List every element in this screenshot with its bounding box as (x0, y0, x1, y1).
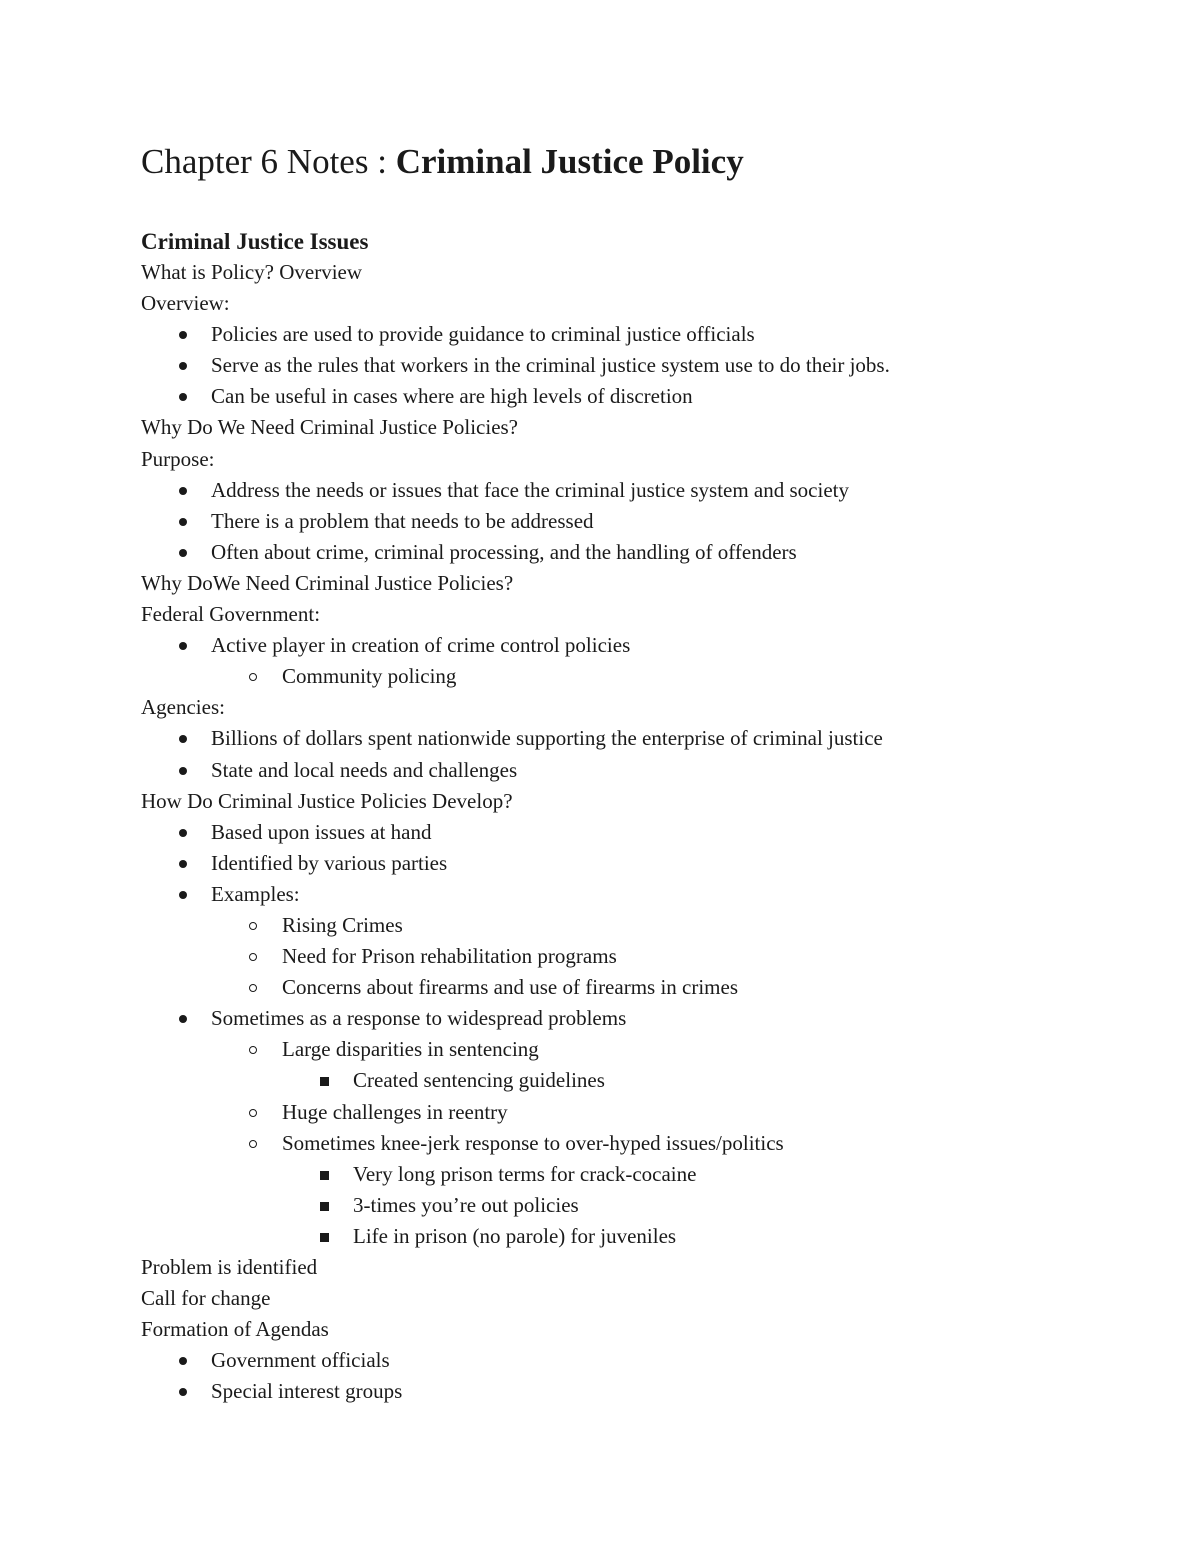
list-item (141, 1221, 1141, 1252)
line-text: Special interest groups (211, 1379, 403, 1404)
list-item (141, 879, 1141, 910)
document-page (141, 140, 1141, 1407)
bullet-square-icon (320, 1077, 329, 1086)
line-text: Huge challenges in reentry (282, 1099, 508, 1124)
line-text: Policies are used to provide guidance to criminal justice officials (211, 322, 755, 347)
list-item (141, 972, 1141, 1003)
line-text: Concerns about firearms and use of firearms in crimes (282, 975, 739, 1000)
bullet-disc-icon (179, 767, 187, 775)
list-item (141, 755, 1141, 786)
bullet-disc-icon (179, 1388, 187, 1396)
bullet-disc-icon (179, 487, 187, 495)
note-line (141, 444, 1141, 475)
note-line (141, 692, 1141, 723)
line-text: Serve as the rules that workers in the criminal justice system use to do their jobs. (211, 353, 890, 378)
bullet-square-icon (320, 1233, 329, 1242)
list-item (141, 661, 1141, 692)
bullet-disc-icon (179, 1357, 187, 1365)
line-text: Billions of dollars spent nationwide supporting the enterprise of criminal justice (211, 726, 883, 751)
line-text: There is a problem that needs to be addressed (211, 508, 594, 533)
line-text: Government officials (211, 1348, 390, 1373)
line-text: Created sentencing guidelines (353, 1068, 605, 1093)
bullet-disc-icon (179, 829, 187, 837)
page-title (141, 140, 1141, 184)
bullet-circle-icon (249, 1140, 257, 1148)
list-item (141, 848, 1141, 879)
line-text: Call for change (141, 1286, 271, 1311)
line-text: Based upon issues at hand (211, 819, 432, 844)
bullet-disc-icon (179, 642, 187, 650)
line-text: Life in prison (no parole) for juveniles (353, 1223, 677, 1248)
list-item (141, 941, 1141, 972)
list-item (141, 1190, 1141, 1221)
bullet-square-icon (320, 1202, 329, 1211)
line-text: What is Policy? Overview (141, 260, 363, 284)
list-item (141, 381, 1141, 412)
note-line (141, 288, 1141, 319)
bullet-disc-icon (179, 549, 187, 557)
bullet-disc-icon (179, 362, 187, 370)
note-line (141, 786, 1141, 817)
list-item (141, 630, 1141, 661)
list-item (141, 1003, 1141, 1034)
list-item (141, 537, 1141, 568)
list-item (141, 723, 1141, 754)
line-text: Identified by various parties (211, 850, 448, 875)
list-item (141, 817, 1141, 848)
bullet-circle-icon (249, 953, 257, 961)
bullet-disc-icon (179, 860, 187, 868)
note-line (141, 568, 1141, 599)
line-text: Large disparities in sentencing (282, 1037, 539, 1062)
bullet-disc-icon (179, 1015, 187, 1023)
note-line (141, 257, 1141, 288)
line-text: Overview: (141, 291, 230, 316)
list-item (141, 1034, 1141, 1065)
bullet-disc-icon (179, 518, 187, 526)
bullet-disc-icon (179, 331, 187, 339)
bullet-disc-icon (179, 891, 187, 899)
list-item (141, 475, 1141, 506)
note-line (141, 412, 1141, 443)
bullet-circle-icon (249, 1109, 257, 1117)
line-text: Community policing (282, 664, 457, 689)
line-text: Sometimes as a response to widespread problems (211, 1006, 627, 1031)
note-line (141, 1252, 1141, 1283)
list-item (141, 1065, 1141, 1096)
line-text: Agencies: (141, 695, 225, 720)
line-text: Active player in creation of crime control policies (211, 633, 631, 658)
section-heading: Criminal Justice Issues (141, 229, 369, 254)
page-title-bold: Criminal Justice Policy (395, 142, 744, 181)
list-item (141, 1097, 1141, 1128)
line-text: State and local needs and challenges (211, 757, 518, 782)
line-text: Federal Government: (141, 602, 321, 627)
note-line (141, 1314, 1141, 1345)
line-text: Sometimes knee-jerk response to over-hyped issues/politics (282, 1130, 784, 1155)
line-text: Why Do We Need Criminal Justice Policies? (141, 415, 519, 440)
bullet-square-icon (320, 1171, 329, 1180)
list-item (141, 910, 1141, 941)
line-text: 3-times you’re out policies (353, 1192, 579, 1217)
line-text: Need for Prison rehabilitation programs (282, 944, 617, 969)
line-text: How Do Criminal Justice Policies Develop? (141, 788, 513, 813)
line-text: Problem is identified (141, 1255, 318, 1279)
list-item (141, 1128, 1141, 1159)
line-text: Examples: (211, 881, 300, 906)
line-text: Why DoWe Need Criminal Justice Policies? (141, 570, 514, 595)
note-line (141, 599, 1141, 630)
notes-body (141, 257, 1141, 1407)
line-text: Often about crime, criminal processing, and the handling of offenders (211, 539, 797, 564)
list-item (141, 506, 1141, 537)
line-text: Rising Crimes (282, 912, 403, 937)
bullet-circle-icon (249, 922, 257, 930)
line-text: Very long prison terms for crack-cocaine (353, 1161, 697, 1186)
note-line (141, 1283, 1141, 1314)
bullet-disc-icon (179, 735, 187, 743)
list-item (141, 350, 1141, 381)
list-item (141, 319, 1141, 350)
bullet-circle-icon (249, 673, 257, 681)
list-item (141, 1159, 1141, 1190)
page-title-prefix: Chapter 6 Notes : (141, 142, 396, 181)
line-text: Address the needs or issues that face the criminal justice system and society (211, 477, 849, 502)
line-text: Can be useful in cases where are high levels of discretion (211, 384, 693, 409)
line-text: Purpose: (141, 446, 215, 471)
bullet-disc-icon (179, 393, 187, 401)
bullet-circle-icon (249, 984, 257, 992)
line-text: Formation of Agendas (141, 1317, 329, 1342)
list-item (141, 1345, 1141, 1376)
list-item (141, 1376, 1141, 1407)
bullet-circle-icon (249, 1046, 257, 1054)
